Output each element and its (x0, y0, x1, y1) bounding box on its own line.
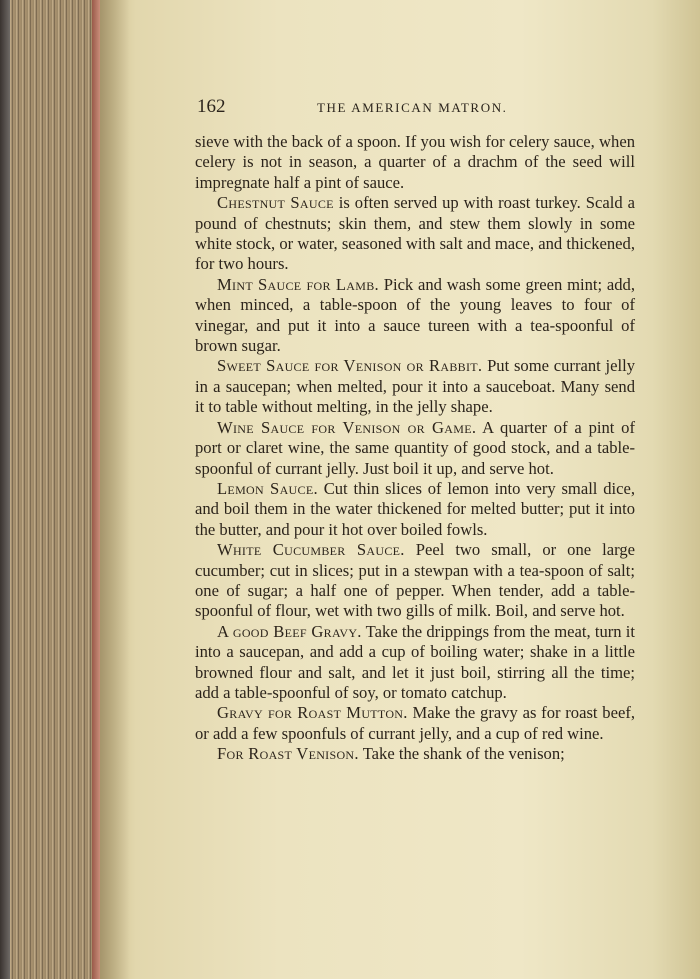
recipe-heading: Lemon Sauce. (217, 478, 318, 498)
body-text (195, 132, 635, 765)
running-title: THE AMERICAN MATRON. (317, 100, 508, 115)
recipe-heading: For Roast Venison. (217, 744, 359, 764)
paragraph-wine-sauce (195, 418, 635, 479)
recipe-heading: Sweet Sauce for Venison or Rabbit. (217, 356, 483, 376)
paragraph-text: sieve with the back of a spoon. If you wish for celery sauce, when celery is not in season, a quarter of a drachm of the seed will impregnate half a pint of sauce. (195, 132, 635, 192)
paragraph-text: Take the shank of the venison; (358, 744, 565, 764)
paragraph-white-cucumber-sauce (195, 540, 635, 622)
running-head (197, 96, 615, 122)
gutter-shadow (100, 0, 130, 979)
paragraph-lemon-sauce (195, 479, 635, 540)
recipe-heading: Chestnut Sauce (217, 193, 334, 213)
paragraph-sweet-sauce (195, 356, 635, 417)
paragraph-text: Pick and wash some green mint; add, when minced, a table-spoon of the young leaves to four of vinegar, and put it into a sauce tureen with a tea-spoonful of brown sugar. (195, 274, 635, 356)
paragraph-mutton-gravy (195, 703, 635, 744)
paragraph-celery-continued (195, 132, 635, 193)
paragraph-chestnut-sauce (195, 193, 635, 275)
book-page (100, 0, 700, 979)
paragraph-roast-venison (195, 744, 635, 764)
recipe-heading: Wine Sauce for Venison or Game. (217, 417, 477, 437)
paragraph-text: Put some currant jelly in a saucepan; when melted, pour it into a sauceboat. Many send it to table without melting, in the jelly shape. (195, 356, 635, 417)
book-page-edges (0, 0, 100, 979)
recipe-heading: White Cucumber Sauce. (217, 540, 405, 560)
recipe-heading: Mint Sauce for Lamb. (217, 274, 379, 294)
paragraph-text: Peel two small, or one large cucumber; cut in slices; put in a stewpan with a tea-spoon of salt; one of sugar; a half one of pepper. When tender, add a table-spoonful of flour, wet with two gills of milk. Boil, and serve hot. (195, 540, 635, 621)
paragraph-text: Make the gravy as for roast beef, or add a few spoonfuls of currant jelly, and a cup of red wine. (195, 703, 635, 743)
paragraph-text: Take the drippings from the meat, turn it into a saucepan, and add a cup of boiling water; shake in a little browned flour and salt, and let it just boil, stirring all the time; add a table-spoonful of soy, or tomato catchup. (195, 621, 635, 702)
paragraph-mint-sauce (195, 275, 635, 357)
paragraph-text: is often served up with roast turkey. Scald a pound of chestnuts; skin them, and stew them slowly in some white stock, or water, seasoned with salt and mace, and thickened, for two hours. (195, 193, 635, 274)
paragraph-beef-gravy (195, 622, 635, 704)
recipe-heading: A good Beef Gravy. (217, 621, 362, 641)
recipe-heading: Gravy for Roast Mutton. (217, 703, 408, 723)
paragraph-text: A quarter of a pint of port or claret wine, the same quantity of good stock, and a table-spoonful of currant jelly. Just boil it up, and serve hot. (195, 417, 635, 478)
paragraph-text: Cut thin slices of lemon into very small dice, and boil them in the water thickened for melted butter; put it into the butter, and pour it hot over boiled fowls. (195, 478, 635, 539)
page-number: 162 (197, 96, 226, 117)
